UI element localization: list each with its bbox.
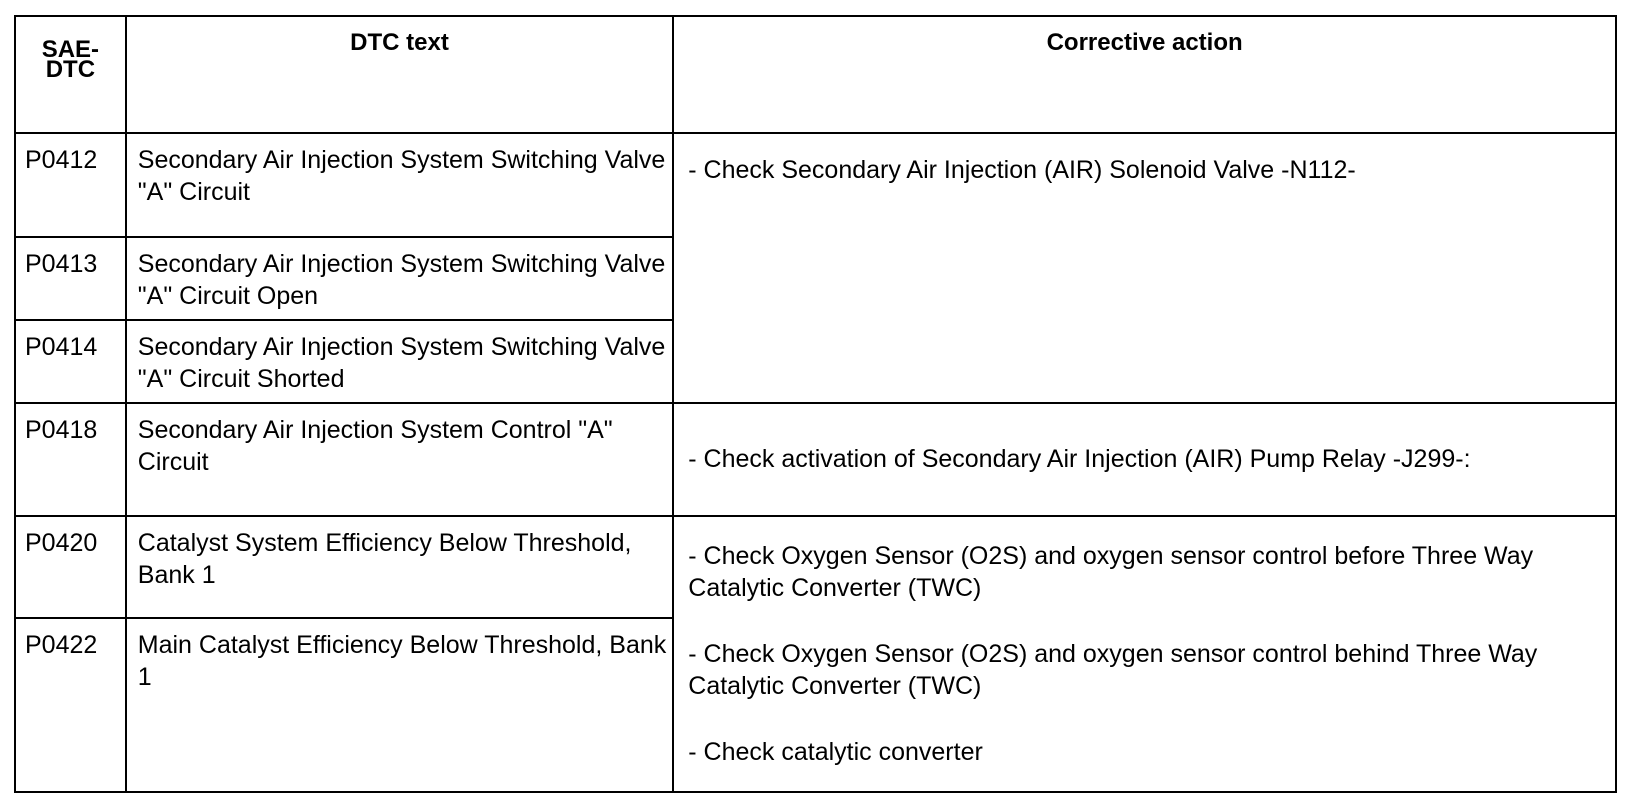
dtc-code-cell: P0412 (15, 133, 126, 236)
dtc-table (14, 15, 1617, 793)
dtc-text-cell: Secondary Air Injection System Switching Valve "A" Circuit Open (126, 237, 674, 320)
dtc-code-cell: P0420 (15, 516, 126, 618)
header-corrective-action: Corrective action (673, 16, 1616, 133)
dtc-code-cell: P0413 (15, 237, 126, 320)
header-row (15, 16, 1616, 133)
action-item: - Check Secondary Air Injection (AIR) Solenoid Valve -N112- (688, 156, 1356, 185)
dtc-text-cell: Catalyst System Efficiency Below Threshold, Bank 1 (126, 516, 674, 618)
dtc-text-cell: Secondary Air Injection System Switching Valve "A" Circuit Shorted (126, 320, 674, 403)
action-item: - Check Oxygen Sensor (O2S) and oxygen sensor control behind Three Way Catalytic Converter (TWC) (688, 639, 1538, 700)
table-row (15, 516, 1616, 618)
header-sae-line1: SAE- (41, 36, 100, 63)
header-dtc-text: DTC text (126, 16, 674, 133)
dtc-text-cell: Main Catalyst Efficiency Below Threshold, Bank 1 (126, 618, 674, 792)
table-row (15, 133, 1616, 236)
action-item: - Check catalytic converter (688, 737, 983, 766)
header-sae-dtc (15, 16, 126, 133)
dtc-code-cell: P0418 (15, 403, 126, 516)
dtc-code-cell: P0414 (15, 320, 126, 403)
header-sae-line2: DTC (45, 56, 96, 83)
dtc-text-cell: Secondary Air Injection System Control "A" Circuit (126, 403, 674, 516)
dtc-text-cell: Secondary Air Injection System Switching Valve "A" Circuit (126, 133, 674, 236)
table-row (15, 403, 1616, 516)
corrective-action-cell (673, 403, 1616, 516)
action-item: - Check Oxygen Sensor (O2S) and oxygen sensor control before Three Way Catalytic Converter (TWC) (688, 541, 1534, 602)
action-item: - Check activation of Secondary Air Injection (AIR) Pump Relay -J299-: (688, 445, 1471, 474)
corrective-action-cell (673, 516, 1616, 792)
corrective-action-cell (673, 133, 1616, 403)
dtc-code-cell: P0422 (15, 618, 126, 792)
